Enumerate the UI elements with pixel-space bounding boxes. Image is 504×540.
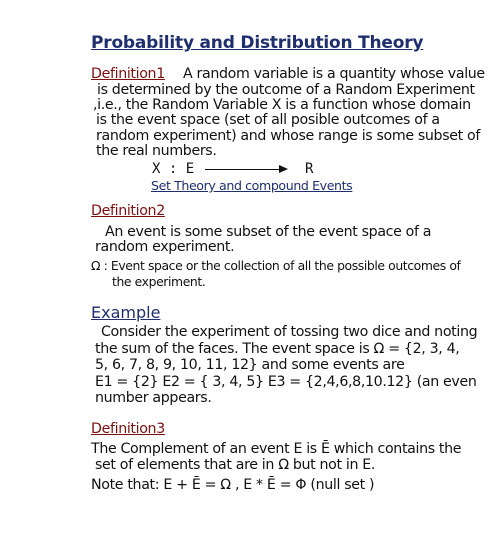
example-heading: Example bbox=[91, 303, 161, 322]
definition3-line: set of elements that are in Ω but not in E. bbox=[95, 457, 376, 473]
omega-definition-line: Ω : Event space or the collection of all the possible outcomes of bbox=[91, 258, 461, 273]
mapping-range: R bbox=[305, 161, 314, 177]
definition3-line: The Complement of an event E is Ē which contains the bbox=[91, 441, 462, 457]
omega-definition-line: the experiment. bbox=[112, 274, 206, 289]
mapping-arrow bbox=[205, 169, 281, 170]
definition1-line: random experiment) and whose range is some subset of bbox=[96, 128, 480, 144]
example-line: E1 = {2} E2 = { 3, 4, 5} E3 = {2,4,6,8,10.12} (an even bbox=[95, 374, 477, 390]
definition2-heading: Definition2 bbox=[91, 203, 165, 219]
definition3-heading: Definition3 bbox=[91, 421, 165, 437]
example-line: number appears. bbox=[95, 390, 212, 406]
example-line: Consider the experiment of tossing two dice and noting bbox=[101, 324, 478, 340]
definition1-heading: Definition1 bbox=[91, 66, 165, 82]
definition1-line: is determined by the outcome of a Random Experiment bbox=[97, 82, 475, 98]
definition2-line: An event is some subset of the event space of a bbox=[105, 224, 432, 240]
mapping-arrow-head bbox=[279, 165, 288, 173]
set-theory-subheading: Set Theory and compound Events bbox=[151, 178, 353, 193]
example-line: the sum of the faces. The event space is Ω = {2, 3, 4, bbox=[95, 341, 460, 357]
definition1-line: A random variable is a quantity whose value bbox=[183, 66, 485, 82]
definition3-line: Note that: E + Ē = Ω , E * Ē = Φ (null set ) bbox=[91, 477, 375, 493]
definition2-line: random experiment. bbox=[95, 239, 235, 255]
example-line: 5, 6, 7, 8, 9, 10, 11, 12} and some events are bbox=[95, 357, 405, 373]
definition1-line: the real numbers. bbox=[96, 143, 217, 159]
definition1-line: is the event space (set of all posible outcomes of a bbox=[96, 112, 440, 128]
definition1-line: ,i.e., the Random Variable X is a function whose domain bbox=[93, 97, 471, 113]
mapping-domain: X : E bbox=[152, 161, 195, 177]
page-title: Probability and Distribution Theory bbox=[91, 33, 424, 53]
